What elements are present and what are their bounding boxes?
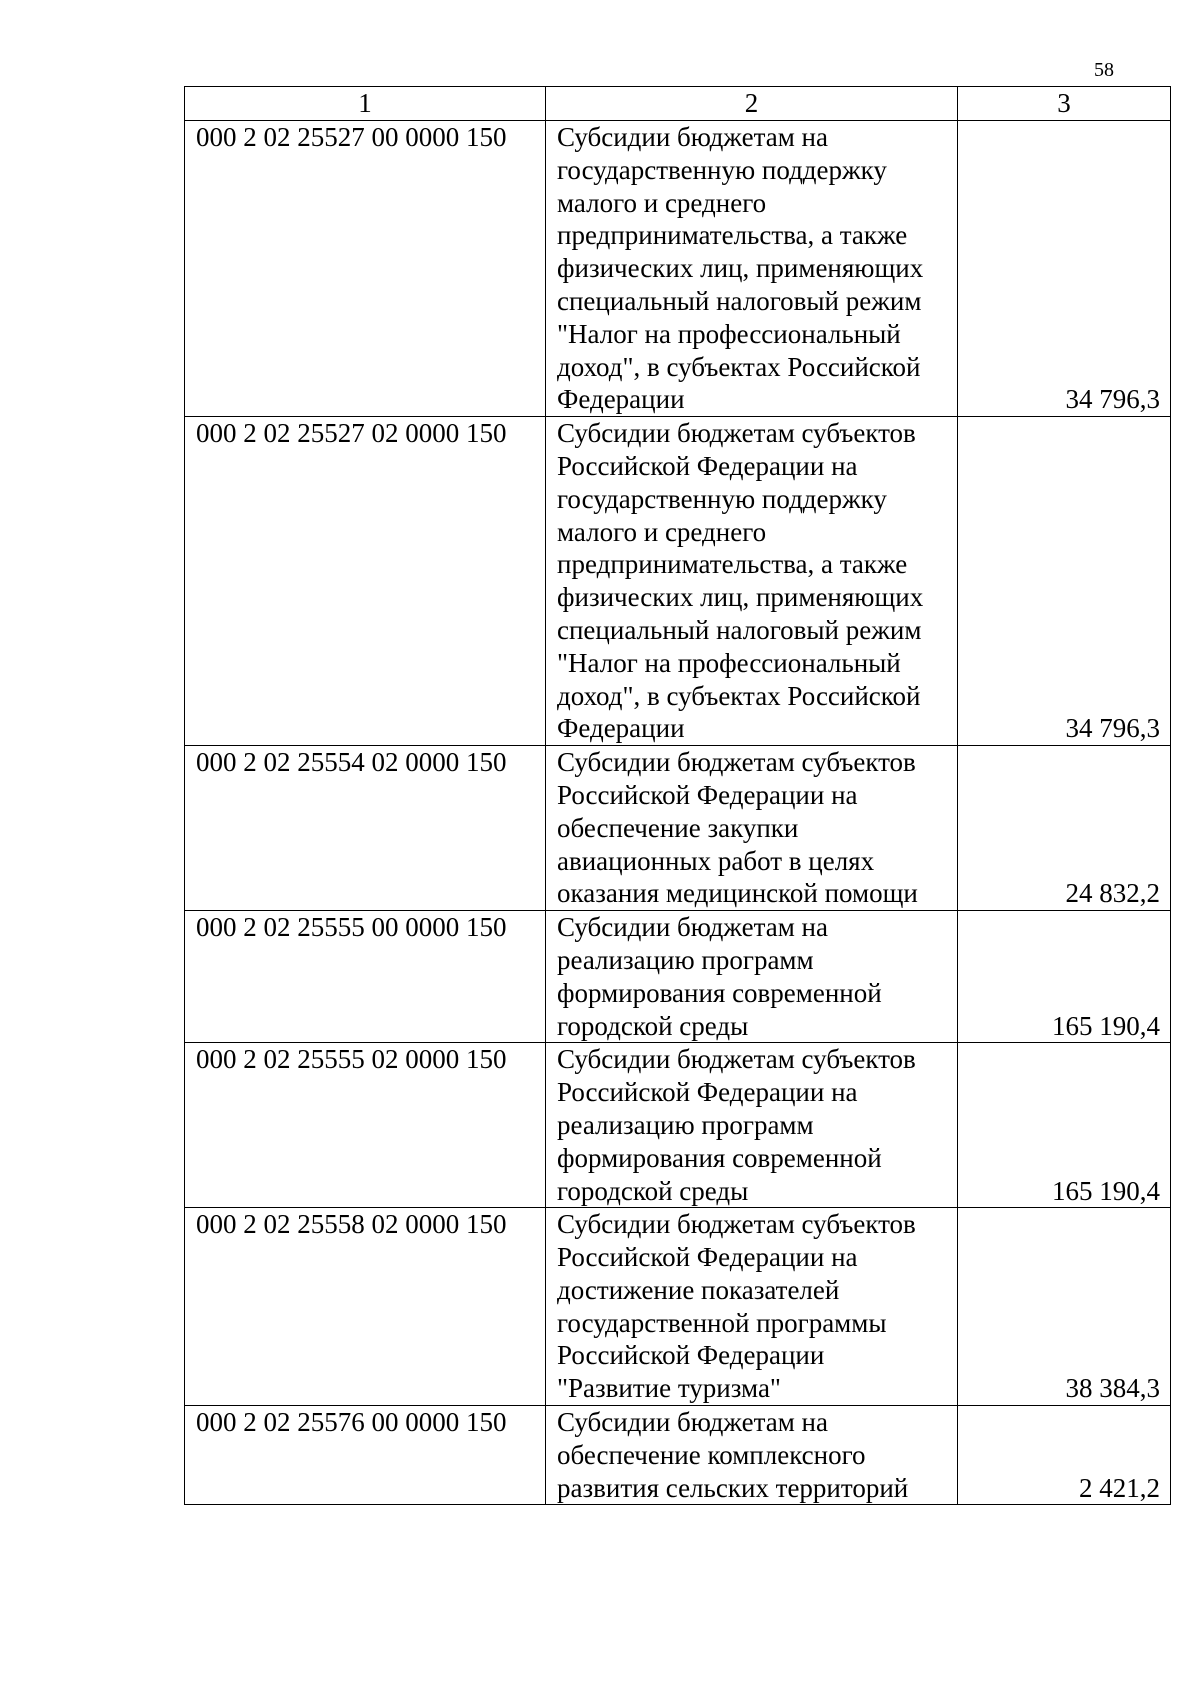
description-cell: Субсидии бюджетам субъектов Российской Федерации на государственную поддержку малого и среднего предпринимательства, а также физических лиц, применяющих специальный налоговый режим "Налог на профессиональный доход", в субъектах Российской Федерации [546, 417, 958, 746]
budget-revenue-table [184, 86, 1171, 1505]
column-header-1: 1 [185, 87, 546, 121]
column-header-3: 3 [958, 87, 1171, 121]
description-cell: Субсидии бюджетам субъектов Российской Федерации на достижение показателей государственной программы Российской Федерации "Развитие туризма" [546, 1208, 958, 1406]
amount-cell: 24 832,2 [958, 746, 1171, 911]
budget-code-cell: 000 2 02 25554 02 0000 150 [185, 746, 546, 911]
table-row [185, 911, 1171, 1043]
amount-cell: 165 190,4 [958, 911, 1171, 1043]
table-row [185, 746, 1171, 911]
table-body [185, 121, 1171, 1505]
amount-cell: 2 421,2 [958, 1406, 1171, 1505]
description-cell: Субсидии бюджетам на обеспечение комплексного развития сельских территорий [546, 1406, 958, 1505]
budget-code-cell: 000 2 02 25527 00 0000 150 [185, 121, 546, 417]
table-row [185, 417, 1171, 746]
table-header [185, 87, 1171, 121]
budget-code-cell: 000 2 02 25555 00 0000 150 [185, 911, 546, 1043]
amount-cell: 34 796,3 [958, 121, 1171, 417]
amount-cell: 165 190,4 [958, 1043, 1171, 1208]
budget-code-cell: 000 2 02 25558 02 0000 150 [185, 1208, 546, 1406]
table-row [185, 1208, 1171, 1406]
table-row [185, 1406, 1171, 1505]
description-cell: Субсидии бюджетам субъектов Российской Федерации на реализацию программ формирования современной городской среды [546, 1043, 958, 1208]
column-header-2: 2 [546, 87, 958, 121]
amount-cell: 34 796,3 [958, 417, 1171, 746]
table-row [185, 121, 1171, 417]
description-cell: Субсидии бюджетам субъектов Российской Федерации на обеспечение закупки авиационных работ в целях оказания медицинской помощи [546, 746, 958, 911]
amount-cell: 38 384,3 [958, 1208, 1171, 1406]
budget-code-cell: 000 2 02 25555 02 0000 150 [185, 1043, 546, 1208]
description-cell: Субсидии бюджетам на государственную поддержку малого и среднего предпринимательства, а также физических лиц, применяющих специальный налоговый режим "Налог на профессиональный доход", в субъектах Российской Федерации [546, 121, 958, 417]
description-cell: Субсидии бюджетам на реализацию программ формирования современной городской среды [546, 911, 958, 1043]
budget-code-cell: 000 2 02 25527 02 0000 150 [185, 417, 546, 746]
budget-code-cell: 000 2 02 25576 00 0000 150 [185, 1406, 546, 1505]
page-number: 58 [1094, 59, 1114, 81]
table-row [185, 1043, 1171, 1208]
header-row [185, 87, 1171, 121]
